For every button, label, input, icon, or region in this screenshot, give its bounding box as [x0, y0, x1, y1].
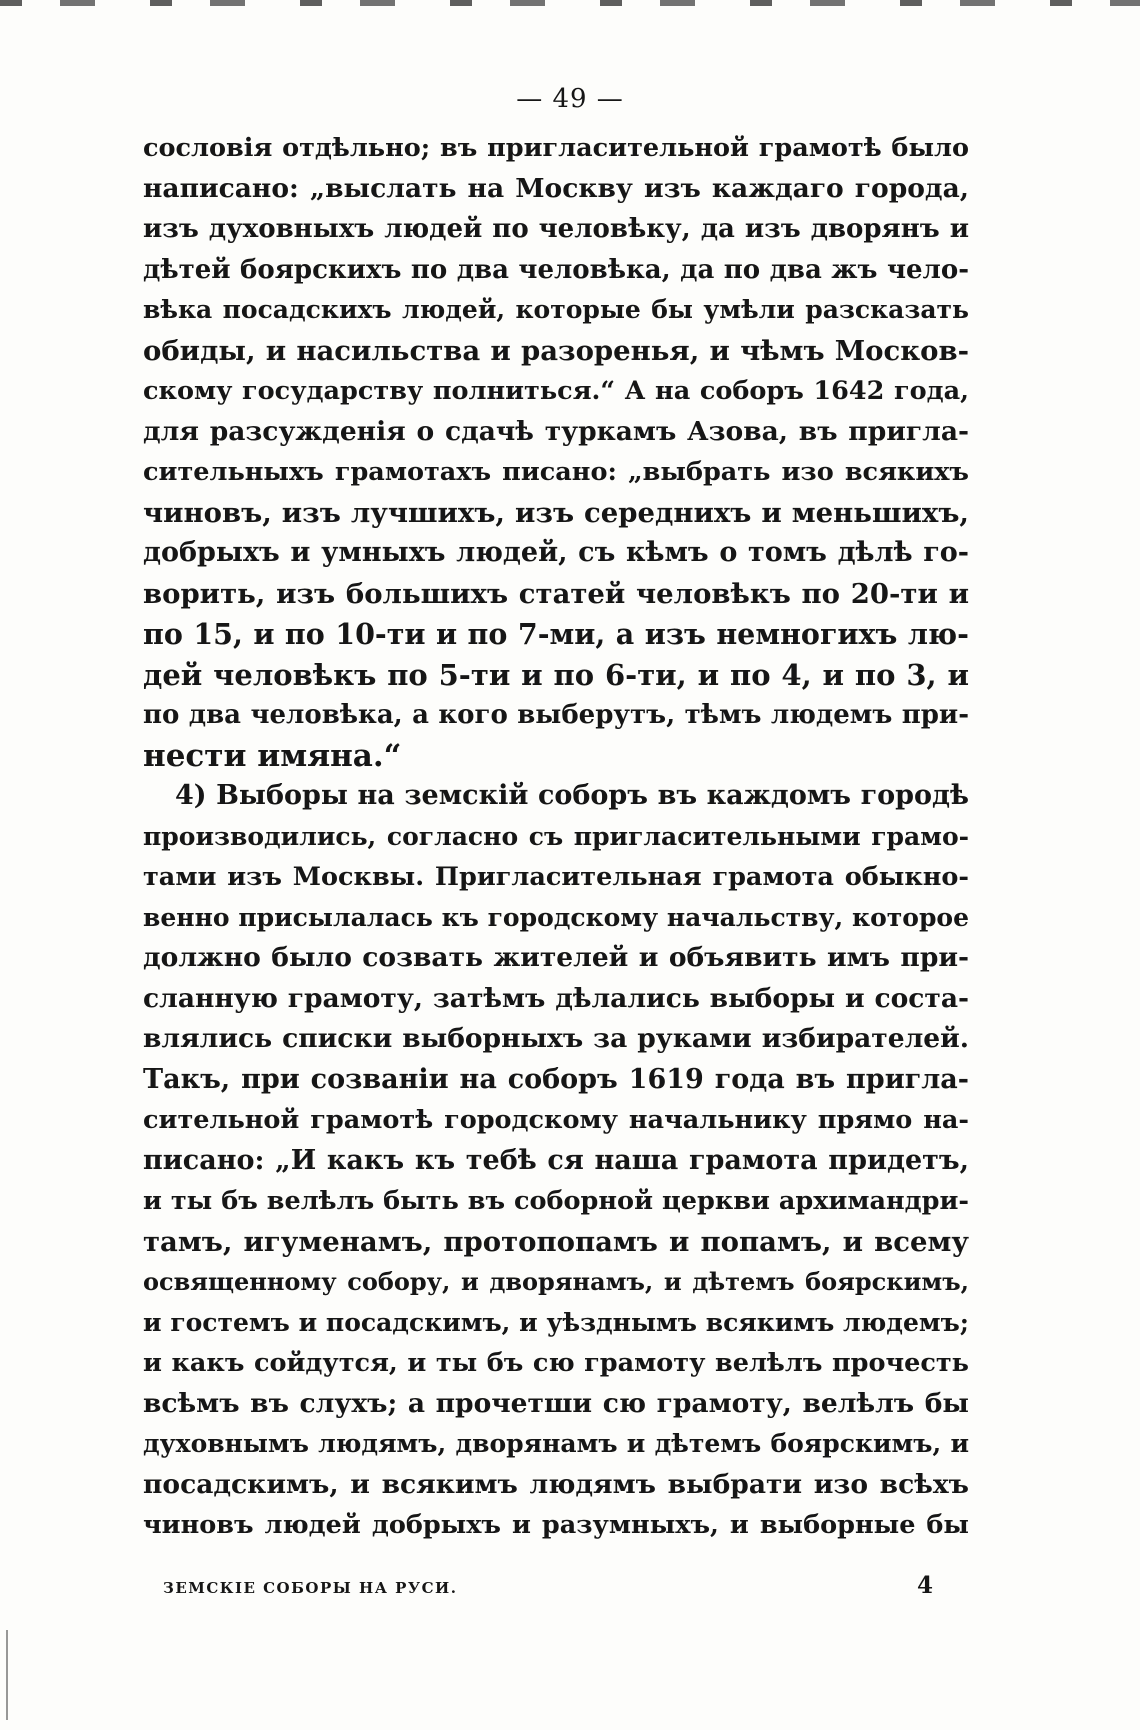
text-line: и гостемъ и посадскимъ, и уѣзднымъ всякимъ людемъ; — [143, 1307, 969, 1337]
text-line: обиды, и насильства и разоренья, и чѣмъ Москов- — [143, 334, 969, 367]
scan-margin-mark — [6, 1630, 8, 1720]
text-line: сительной грамотѣ городскому начальнику прямо на- — [143, 1105, 969, 1135]
text-line: сланную грамоту, затѣмъ дѣлались выборы и соста- — [143, 982, 969, 1014]
text-line: духовнымъ людямъ, дворянамъ и дѣтемъ боярскимъ, и — [143, 1429, 969, 1458]
text-line: освященному собору, и дворянамъ, и дѣтемъ боярскимъ, — [143, 1267, 969, 1296]
text-line: производились, согласно съ пригласительными грамо- — [143, 821, 969, 851]
text-line: посадскимъ, и всякимъ людямъ выбрати изо всѣхъ — [143, 1468, 969, 1500]
text-line: по два человѣка, а кого выберутъ, тѣмъ людемъ при- — [143, 700, 969, 730]
text-line: тами изъ Москвы. Пригласительная грамота обыкно- — [143, 862, 969, 892]
page-number: — 49 — — [516, 84, 624, 114]
scan-edge-artifact — [0, 0, 1140, 6]
text-line: по 15, и по 10-ти и по 7-ми, а изъ немногихъ лю- — [143, 617, 969, 651]
text-line: нести имяна.“ — [143, 737, 402, 774]
text-line: чиновъ людей добрыхъ и разумныхъ, и выборные бы — [143, 1510, 969, 1540]
text-line: и ты бъ велѣлъ быть въ соборной церкви архимандри- — [143, 1186, 969, 1216]
text-line: ворить, изъ большихъ статей человѣкъ по 20-ти и — [143, 577, 969, 610]
body-text — [143, 128, 969, 1546]
text-line: скому государству полниться.“ А на соборъ 1642 года, — [143, 376, 969, 406]
text-line: для разсужденія о сдачѣ туркамъ Азова, въ пригла- — [143, 415, 969, 447]
text-line: Такъ, при созваніи на соборъ 1619 года въ пригла- — [143, 1063, 969, 1095]
text-line: изъ духовныхъ людей по человѣку, да изъ дворянъ и — [143, 214, 969, 244]
text-line: 4) Выборы на земскій соборъ въ каждомъ городѣ — [175, 780, 969, 811]
text-line: дѣтей боярскихъ по два человѣка, да по два жъ чело- — [143, 254, 969, 285]
book-title-footer: ЗЕМСКІЕ СОБОРЫ НА РУСИ. — [163, 1579, 458, 1597]
text-line: всѣмъ въ слухъ; а прочетши сю грамоту, велѣлъ бы — [143, 1387, 969, 1419]
text-line: тамъ, игуменамъ, протопопамъ и попамъ, и всему — [143, 1225, 969, 1258]
text-line: влялись списки выборныхъ за руками избирателей. — [143, 1023, 969, 1054]
text-line: сительныхъ грамотахъ писано: „выбрать изо всякихъ — [143, 457, 969, 487]
text-line: добрыхъ и умныхъ людей, съ кѣмъ о томъ дѣлѣ го- — [143, 537, 969, 568]
text-line: дей человѣкъ по 5-ти и по 6-ти, и по 4, и по 3, и — [143, 657, 969, 692]
text-line: сословія отдѣльно; въ пригласительной грамотѣ было — [143, 133, 969, 163]
text-line: написано: „выслать на Москву изъ каждаго города, — [143, 172, 969, 204]
signature-mark: 4 — [916, 1572, 933, 1599]
text-line: писано: „И какъ къ тебѣ ся наша грамота придетъ, — [143, 1144, 969, 1176]
text-line: должно было созвать жителей и объявить имъ при- — [143, 942, 969, 973]
page-footer — [163, 1572, 953, 1599]
text-line: и какъ сойдутся, и ты бъ сю грамоту велѣлъ прочесть — [143, 1348, 969, 1378]
text-line: чиновъ, изъ лучшихъ, изъ середнихъ и меньшихъ, — [143, 496, 969, 529]
text-line: вѣка посадскихъ людей, которые бы умѣли разсказать — [143, 295, 969, 324]
text-line: венно присылалась къ городскому начальству, которое — [143, 902, 969, 932]
